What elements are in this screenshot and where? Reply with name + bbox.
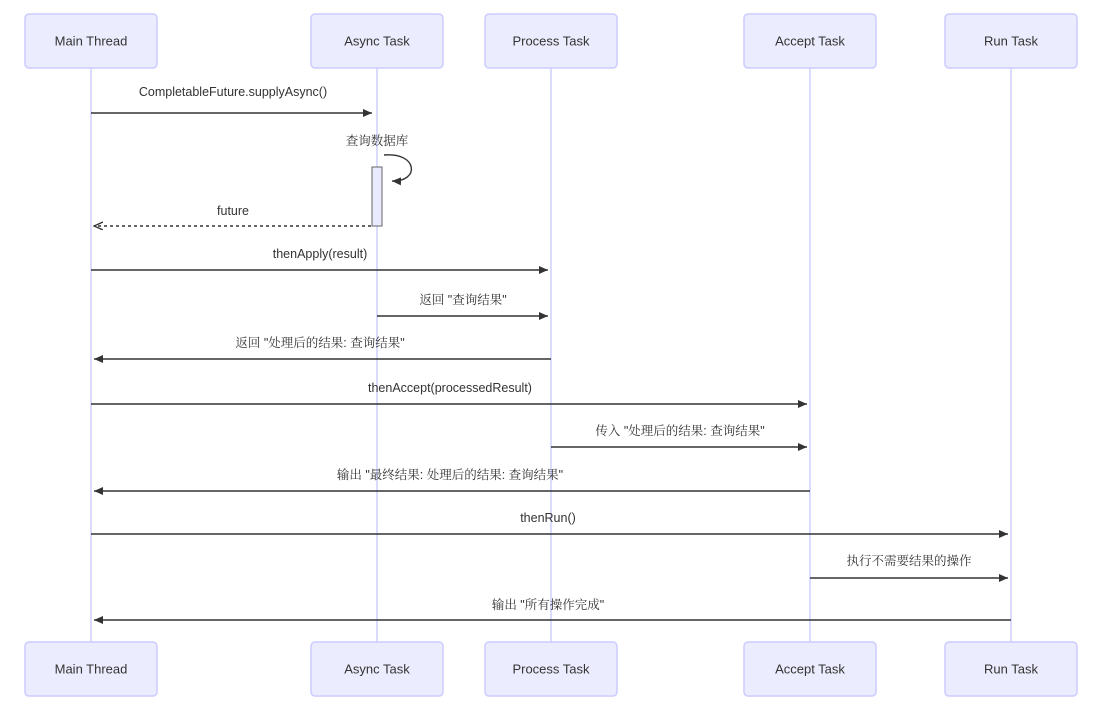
message-label-thenaccept: thenAccept(processedResult): [368, 381, 532, 395]
message-label-thenrun: thenRun(): [520, 511, 576, 525]
actor-label-accept-task-bottom: Accept Task: [775, 661, 845, 677]
message-label-run-no-result-op: 执行不需要结果的操作: [846, 554, 972, 568]
message-label-query-database: 查询数据库: [345, 134, 409, 148]
actor-label-run-task-bottom: Run Task: [984, 661, 1038, 677]
message-label-output-all-done: 输出 "所有操作完成": [491, 598, 605, 612]
message-label-pass-processed-result: 传入 "处理后的结果: 查询结果": [595, 424, 765, 438]
actor-label-process-task-top: Process Task: [512, 33, 590, 49]
actors-bottom: [25, 642, 1077, 696]
message-label-thenapply: thenApply(result): [272, 247, 368, 261]
message-label-output-final-result: 输出 "最终结果: 处理后的结果: 查询结果": [336, 468, 564, 482]
message-label-return-processed-result: 返回 "处理后的结果: 查询结果": [235, 336, 405, 350]
actor-label-main-thread-top: Main Thread: [54, 33, 128, 49]
message-label-supplyasync: CompletableFuture.supplyAsync(): [138, 85, 328, 99]
actor-label-run-task-top: Run Task: [984, 33, 1038, 49]
actor-label-async-task-top: Async Task: [344, 33, 410, 49]
message-arrow-query-database: [384, 155, 411, 181]
message-label-return-query-result: 返回 "查询结果": [419, 293, 507, 307]
activation-bar-async-task: [372, 167, 382, 226]
actor-label-async-task-bottom: Async Task: [344, 661, 410, 677]
message-label-future: future: [217, 204, 249, 218]
actor-label-accept-task-top: Accept Task: [775, 33, 845, 49]
actor-label-process-task-bottom: Process Task: [512, 661, 590, 677]
actors-top: [25, 14, 1077, 68]
actor-label-main-thread-bottom: Main Thread: [54, 661, 128, 677]
